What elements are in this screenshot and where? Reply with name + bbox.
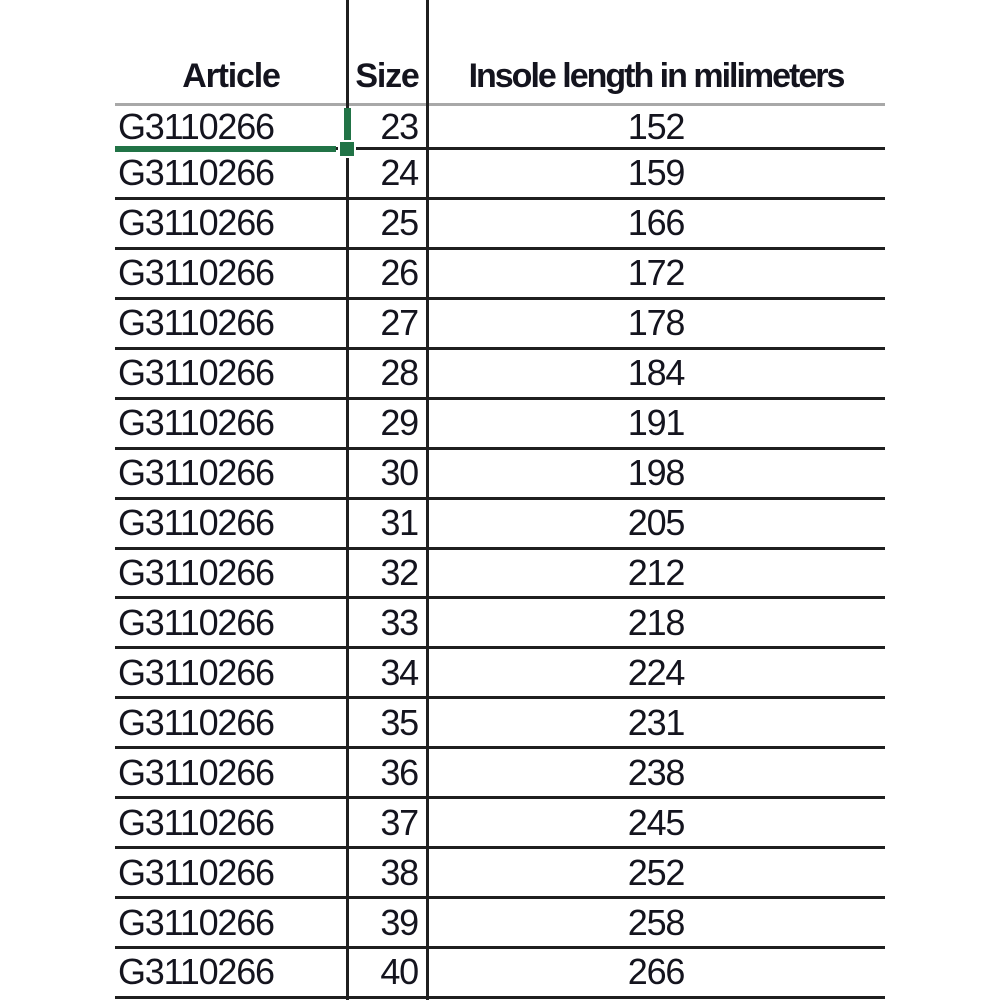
article-cell[interactable]: G3110266 [118, 252, 274, 294]
table-row [115, 799, 885, 849]
article-cell[interactable]: G3110266 [118, 302, 274, 344]
table-row [115, 350, 885, 400]
size-cell[interactable]: 35 [380, 701, 418, 743]
size-cell[interactable]: 36 [380, 751, 418, 793]
article-cell[interactable]: G3110266 [118, 601, 274, 643]
article-cell[interactable]: G3110266 [118, 402, 274, 444]
column-header-insole-length[interactable]: Insole length in milimeters [468, 57, 844, 95]
selection-border-right [344, 108, 351, 145]
article-cell[interactable]: G3110266 [118, 751, 274, 793]
article-cell[interactable]: G3110266 [118, 551, 274, 593]
insole-length-cell[interactable]: 245 [627, 801, 685, 843]
article-cell[interactable]: G3110266 [118, 152, 274, 194]
size-cell[interactable]: 37 [380, 801, 418, 843]
size-cell[interactable]: 30 [380, 452, 418, 494]
article-cell[interactable]: G3110266 [118, 502, 274, 544]
table-row [115, 649, 885, 699]
size-cell[interactable]: 33 [380, 601, 418, 643]
table-row [115, 550, 885, 600]
size-cell[interactable]: 25 [380, 202, 418, 244]
table-row [115, 200, 885, 250]
table-row [115, 699, 885, 749]
insole-length-cell[interactable]: 252 [627, 851, 685, 893]
table-row [115, 400, 885, 450]
size-cell[interactable]: 29 [380, 402, 418, 444]
size-cell[interactable]: 34 [380, 651, 418, 693]
table-row [115, 949, 885, 999]
insole-length-cell[interactable]: 191 [627, 402, 685, 444]
table-row [115, 500, 885, 550]
article-cell[interactable]: G3110266 [118, 801, 274, 843]
size-cell[interactable]: 32 [380, 551, 418, 593]
article-cell[interactable]: G3110266 [118, 452, 274, 494]
insole-length-cell[interactable]: 266 [627, 951, 685, 993]
table-body [115, 106, 885, 999]
insole-length-cell[interactable]: 238 [627, 751, 685, 793]
table-header-row [115, 0, 885, 106]
article-cell[interactable]: G3110266 [118, 105, 274, 147]
size-cell[interactable]: 39 [380, 901, 418, 943]
insole-length-cell[interactable]: 224 [627, 651, 685, 693]
table-row [115, 150, 885, 200]
size-cell[interactable]: 28 [380, 352, 418, 394]
size-cell[interactable]: 27 [380, 302, 418, 344]
insole-length-cell[interactable]: 205 [627, 502, 685, 544]
article-cell[interactable]: G3110266 [118, 202, 274, 244]
article-cell[interactable]: G3110266 [118, 651, 274, 693]
insole-length-cell[interactable]: 258 [627, 901, 685, 943]
size-cell[interactable]: 38 [380, 851, 418, 893]
size-cell[interactable]: 24 [380, 152, 418, 194]
insole-length-cell[interactable]: 152 [627, 105, 685, 147]
insole-length-cell[interactable]: 218 [627, 601, 685, 643]
table-row [115, 250, 885, 300]
column-header-article[interactable]: Article [182, 57, 280, 95]
insole-length-cell[interactable]: 231 [627, 701, 685, 743]
article-cell[interactable]: G3110266 [118, 701, 274, 743]
table-row [115, 749, 885, 799]
table-row [115, 300, 885, 350]
table-row [115, 849, 885, 899]
size-cell[interactable]: 23 [380, 105, 418, 147]
article-cell[interactable]: G3110266 [118, 901, 274, 943]
selection-border-bottom [115, 146, 336, 152]
article-cell[interactable]: G3110266 [118, 851, 274, 893]
table-row [115, 899, 885, 949]
size-cell[interactable]: 26 [380, 252, 418, 294]
column-header-size[interactable]: Size [355, 57, 419, 95]
table-row [115, 106, 885, 150]
insole-length-cell[interactable]: 184 [627, 352, 685, 394]
article-cell[interactable]: G3110266 [118, 352, 274, 394]
size-cell[interactable]: 31 [380, 502, 418, 544]
insole-length-cell[interactable]: 212 [627, 551, 685, 593]
gridline-size-insole [426, 0, 429, 1000]
insole-length-cell[interactable]: 178 [627, 302, 685, 344]
size-cell[interactable]: 40 [380, 951, 418, 993]
insole-length-cell[interactable]: 198 [627, 452, 685, 494]
table-row [115, 450, 885, 500]
insole-length-cell[interactable]: 166 [627, 202, 685, 244]
article-cell[interactable]: G3110266 [118, 951, 274, 993]
table-row [115, 599, 885, 649]
insole-length-cell[interactable]: 172 [627, 252, 685, 294]
insole-length-cell[interactable]: 159 [627, 152, 685, 194]
fill-handle[interactable] [340, 142, 354, 156]
